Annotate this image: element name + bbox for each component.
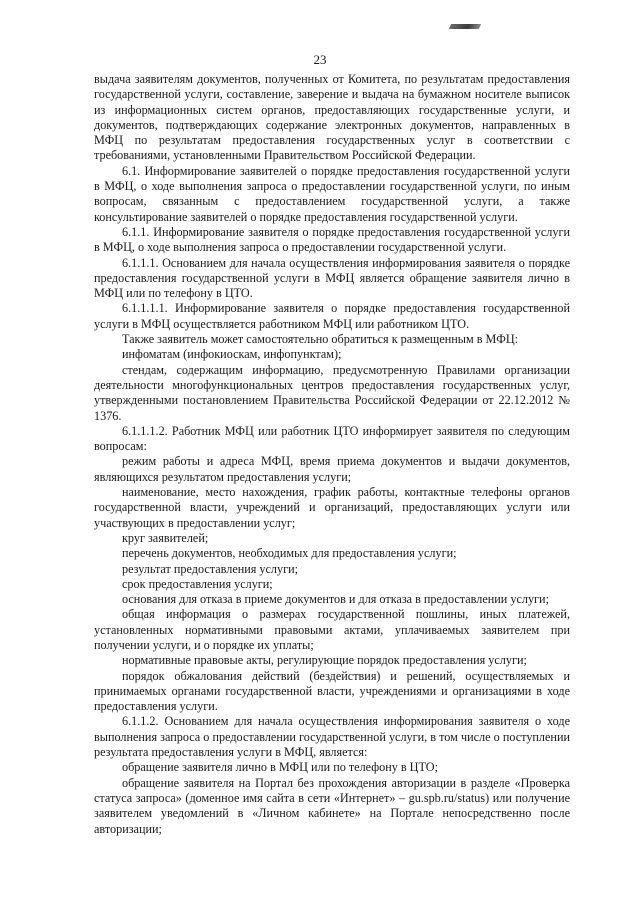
paragraph: обращение заявителя лично в МФЦ или по телефону в ЦТО; (122, 760, 438, 775)
paragraph: основания для отказа в приеме документов и для отказа в предоставлении услуги; (122, 592, 549, 607)
paragraph: круг заявителей; (122, 530, 209, 545)
paragraph: режим работы и адреса МФЦ, время приема документов и выдачи документов, являющихся результатом предоставления услуги; (94, 454, 570, 484)
paragraph: 6.1.1.1.1. Информирование заявителя о порядке предоставления государственной услуги в МФЦ осуществляется работником МФЦ или работником ЦТО. (94, 301, 570, 331)
paragraph: инфоматам (инфокиоскам, инфопунктам); (122, 347, 342, 362)
paragraph: обращение заявителя на Портал без прохождения авторизации в разделе «Проверка статуса запроса» (доменное имя сайта в сети «Интернет» – gu.spb.ru/status) или получение заявителем уведомлений в «Личном кабинете» на Портале непосредственно после авторизации; (94, 775, 570, 836)
paragraph: нормативные правовые акты, регулирующие порядок предоставления услуги; (122, 653, 527, 668)
paragraph: 6.1. Информирование заявителей о порядке предоставления государственной услуги в МФЦ, о ходе выполнения запроса о предоставлении государственной услуги, по иным вопросам, связанным с предоставлением государственной услуги, а также консультирование заявителей о порядке предоставления государственной услуги. (94, 163, 570, 224)
paragraph: Также заявитель может самостоятельно обратиться к размещенным в МФЦ: (122, 332, 519, 347)
document-body (94, 72, 570, 837)
paragraph: 6.1.1.1.2. Работник МФЦ или работник ЦТО информирует заявителя по следующим вопросам: (94, 423, 570, 454)
paragraph: порядок обжалования действий (бездействия) и решений, осуществляемых и принимаемых органами государственной власти, учреждениями и организациями в ходе предоставления услуги. (94, 668, 570, 714)
page-number: 23 (313, 52, 327, 67)
paragraph: 6.1.1.1. Основанием для начала осуществления информирования заявителя о порядке предоставления государственной услуги в МФЦ является обращение заявителя лично в МФЦ или по телефону в ЦТО. (94, 255, 570, 301)
paragraph: срок предоставления услуги; (122, 576, 273, 591)
scan-artifact (449, 24, 481, 29)
paragraph: 6.1.1.2. Основанием для начала осуществления информирования заявителя о ходе выполнения запроса о предоставлении государственной услуги, в том числе о поступлении результата предоставления услуги в МФЦ, является: (94, 714, 570, 760)
paragraph: перечень документов, необходимых для предоставления услуги; (122, 546, 457, 561)
paragraph: результат предоставления услуги; (122, 561, 299, 576)
paragraph: стендам, содержащим информацию, предусмотренную Правилами организации деятельности многофункциональных центров предоставления государственных услуг, утвержденными постановлением Правительства Российской Федерации от 22.12.2012 № 1376. (94, 362, 570, 423)
paragraph: выдача заявителям документов, полученных от Комитета, по результатам предоставления государственной услуги, составление, заверение и выдача на бумажном носителе выписок из информационных систем органов, предоставляющих государственные услуги, и документов, подтверждающих содержание электронных документов, направленных в МФЦ по результатам предоставления государственных услуг в соответствии с требованиями, установленными Правительством Российской Федерации. (94, 72, 570, 163)
paragraph: наименование, место нахождения, график работы, контактные телефоны органов государственной власти, учреждений и организаций, предоставляющих услуги или участвующих в предоставлении услуг; (94, 485, 570, 530)
paragraph: общая информация о размерах государственной пошлины, иных платежей, установленных нормативными правовыми актами, уплачиваемых заявителем при получении услуги, и о порядке их уплаты; (94, 607, 570, 652)
paragraph: 6.1.1. Информирование заявителя о порядке предоставления государственной услуги в МФЦ, о ходе выполнения запроса о предоставлении государственной услуги. (94, 224, 570, 255)
